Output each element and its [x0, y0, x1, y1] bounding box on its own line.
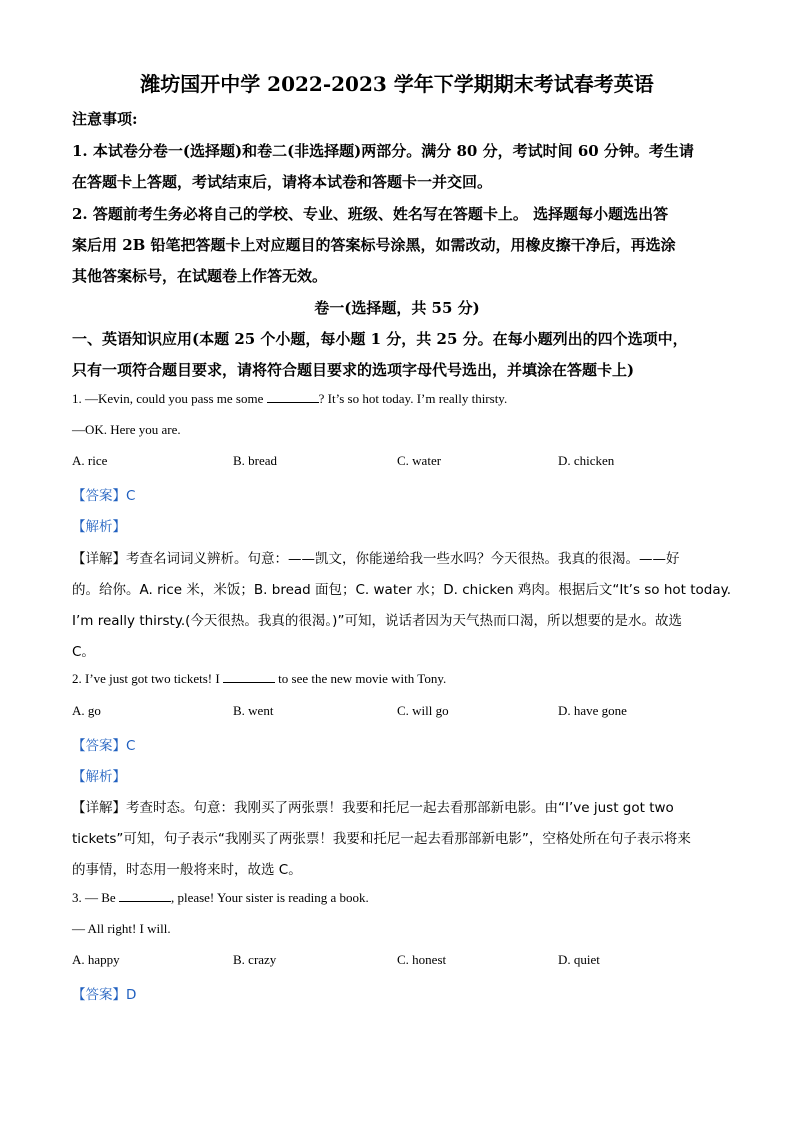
question-1-detail-line-2: 的。给你。A. rice 米，米饭；B. bread 面包；C. water 水；D. chicken 鸡肉。根据后文“It’s so hot today. [72, 582, 732, 598]
question-2-option-b: B. went [233, 703, 274, 718]
question-1-analysis: 【解析】 [72, 519, 126, 535]
part1-instruction-line-2: 只有一项符合题目要求，请将符合题目要求的选项字母代号选出，并填涂在答题卡上) [72, 361, 635, 379]
page-title: 潍坊国开中学 2022-2023 学年下学期期末考试春考英语 [140, 72, 654, 96]
question-1-stem [72, 391, 724, 407]
section-title: 卷一(选择题，共 55 分) [314, 299, 480, 317]
notice-item-2-line-3: 其他答案标号，在试题卷上作答无效。 [72, 267, 328, 285]
question-2-stem-start: 2. I’ve just got two tickets! I [72, 671, 223, 686]
question-1-option-a: A. rice [72, 453, 108, 468]
question-3-option-b: B. crazy [233, 952, 277, 967]
notice-heading: 注意事项: [72, 110, 138, 128]
question-1-detail-line-4: C。 [72, 644, 95, 660]
part1-instruction-line-1: 一、英语知识应用(本题 25 个小题，每小题 1 分，共 25 分。在每小题列出的四个选项中， [72, 330, 688, 348]
question-2-option-c: C. will go [397, 703, 449, 718]
question-1-option-d: D. chicken [558, 453, 615, 468]
question-3-option-c: C. honest [397, 952, 447, 967]
question-1-detail-line-3: I’m really thirsty.(今天很热。我真的很渴。)”可知，说话者因为天气热而口渴，所以想要的是水。故选 [72, 613, 682, 629]
question-1-stem-start: 1. —Kevin, could you pass me some [72, 391, 267, 406]
question-2-stem [72, 671, 724, 687]
question-1-option-b: B. bread [233, 453, 278, 468]
question-1-option-c: C. water [397, 453, 442, 468]
question-1-detail-line-1: 【详解】考查名词词义辨析。句意：——凯文，你能递给我一些水吗？今天很热。我真的很渴。——好 [72, 551, 680, 567]
question-2-option-d: D. have gone [558, 703, 627, 718]
notice-item-2-line-2: 案后用 2B 铅笔把答题卡上对应题目的答案标号涂黑，如需改动，用橡皮擦干净后，再选涂 [72, 236, 676, 254]
question-2-answer: 【答案】C [72, 738, 136, 754]
question-2-analysis: 【解析】 [72, 769, 126, 785]
answer-blank [267, 391, 319, 403]
question-3-reply: — All right! I will. [72, 921, 171, 936]
question-2-stem-end: to see the new movie with Tony. [274, 671, 447, 686]
notice-item-1-line-1: 1. 本试卷分卷一(选择题)和卷二(非选择题)两部分。满分 80 分，考试时间 60 分钟。考生请 [72, 142, 694, 160]
question-1-reply: —OK. Here you are. [72, 422, 181, 437]
question-2-detail-line-2: tickets”可知，句子表示“我刚买了两张票！我要和托尼一起去看那部新电影”，空格处所在句子表示将来 [72, 831, 691, 847]
question-3-stem-end: , please! Your sister is reading a book. [170, 890, 369, 905]
answer-blank [223, 671, 275, 683]
question-3-stem-start: 3. — Be [72, 890, 119, 905]
question-2-option-a: A. go [72, 703, 101, 718]
answer-blank [119, 890, 171, 902]
question-2-detail-line-3: 的事情，时态用一般将来时，故选 C。 [72, 862, 302, 878]
question-3-option-a: A. happy [72, 952, 120, 967]
notice-item-2-line-1: 2. 答题前考生务必将自己的学校、专业、班级、姓名写在答题卡上。 选择题每小题选出答 [72, 205, 669, 223]
question-2-detail-line-1: 【详解】考查时态。句意：我刚买了两张票！我要和托尼一起去看那部新电影。由“I’ve just got two [72, 800, 674, 816]
notice-item-1-line-2: 在答题卡上答题，考试结束后，请将本试卷和答题卡一并交回。 [72, 173, 493, 191]
question-1-answer: 【答案】C [72, 488, 136, 504]
question-1-stem-end: ? It’s so hot today. I’m really thirsty. [318, 391, 508, 406]
question-3-option-d: D. quiet [558, 952, 600, 967]
question-3-answer: 【答案】D [72, 987, 137, 1003]
question-3-stem [72, 890, 724, 906]
